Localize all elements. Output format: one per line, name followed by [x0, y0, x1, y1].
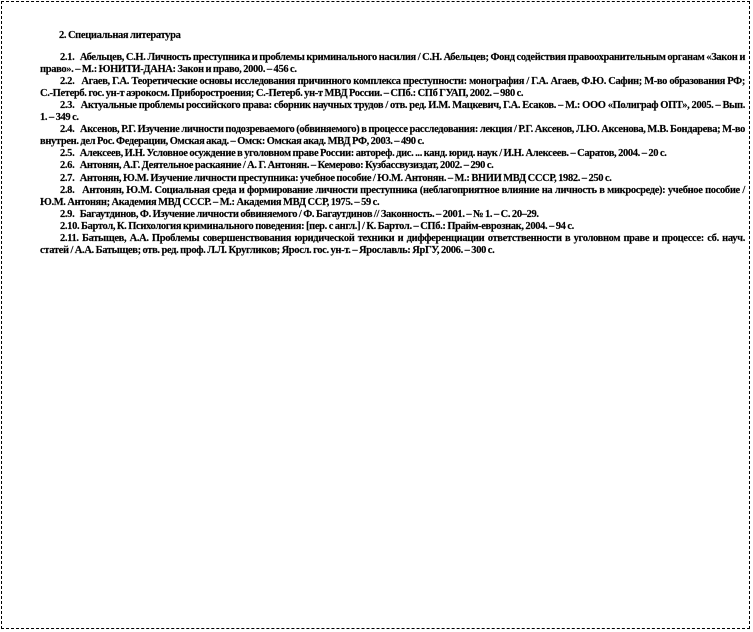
reference-text: Бартол, К. Психология криминального поведения: [пер. с англ.] / К. Бартол. – СПб.: Прайм-еврознак, 2004. – 94 с. [81, 220, 574, 232]
reference-item [40, 221, 745, 233]
reference-number: 2.2. [60, 75, 75, 87]
reference-text: Абельцев, С.Н. Личность преступника и проблемы криминального насилия / С.Н. Абельцев; Фонд содействия правоохранительным органам «Закон и право». – М.: ЮНИТИ-ДАНА: Закон и право, 2000. – 456 с. [40, 51, 746, 75]
reference-item [40, 185, 745, 209]
reference-text: Аксенов, Р.Г. Изучение личности подозреваемого (обвиняемого) в процессе расследования: лекция / Р.Г. Аксенов, Л.Ю. Аксенова, М.В. Бондарева; М-во внутрен. дел Рос. Федерации, Омская акад. – Омск: Омская акад. МВД РФ, 2003. – 490 с. [40, 124, 745, 148]
reference-text: Агаев, Г.А. Теоретические основы исследования причинного комплекса преступности: монография / Г.А. Агаев, Ф.Ю. Сафин; М-во образования РФ; С.-Петерб. гос. ун-т аэрокосм. Приборостроения; С.-Петерб. ун-т МВД России. – СПб.: СПб ГУАП, 2002. – 980 с. [40, 75, 745, 99]
reference-number: 2.8. [60, 184, 75, 196]
reference-text: Антонян, Ю.М. Социальная среда и формирование личности преступника (неблагоприятное влияние на личность в микросреде): учебное пособие / Ю.М. Антонян; Академия МВД СССР. – М.: Академия МВД ССР, 1975. – 59 с. [40, 184, 745, 208]
reference-text: Актуальные проблемы российского права: сборник научных трудов / отв. ред. И.М. Мацкевич, Г.А. Есаков. – М.: ООО «Полиграф ОПТ», 2005. – Вып. 1. – 349 с. [40, 99, 745, 124]
reference-item [40, 52, 745, 76]
reference-item [40, 209, 745, 221]
reference-item [40, 100, 745, 124]
reference-item [40, 233, 745, 257]
reference-number: 2.1. [60, 51, 75, 63]
reference-item [40, 160, 745, 172]
reference-text: Антонян, Ю.М. Изучение личности преступника: учебное пособие / Ю.М. Антонян. – М.: ВНИИ МВД СССР, 1982. – 250 с. [79, 172, 612, 184]
reference-item [40, 173, 745, 185]
reference-text: Багаутдинов, Ф. Изучение личности обвиняемого / Ф. Багаутдинов // Законность. – 2001. – № 1. – С. 20–29. [79, 208, 539, 220]
reference-number: 2.7. [60, 172, 75, 184]
reference-number: 2.4. [60, 124, 75, 136]
reference-number: 2.11. [60, 233, 79, 244]
reference-number: 2.6. [60, 160, 75, 172]
reference-text: Батыщев, А.А. Проблемы совершенствования юридической техники и дифференциации ответственности в уголовном праве и процессе: сб. науч. статей / А.А. Батыщев; отв. ред. проф. Л.Л. Кругликов; Яросл. гос. ун-т. – Ярославль: ЯрГУ, 2006. – 300 с. [40, 233, 745, 257]
reference-item [40, 124, 745, 148]
reference-item [40, 148, 745, 160]
reference-text: Алексеев, И.Н. Условное осуждение в уголовном праве России: автореф. дис. ... канд. юрид. наук / И.Н. Алексеев. – Саратов, 2004. – 20 с. [79, 148, 667, 160]
reference-number: 2.9. [60, 208, 75, 220]
reference-number: 2.10. [60, 220, 80, 232]
reference-number: 2.3. [60, 99, 75, 111]
reference-item [40, 76, 745, 100]
reference-text: Антонян, А.Г. Деятельное раскаяние / А. Г. Антонян. – Кемерово: Кузбассвузиздат, 2002. – 290 с. [79, 160, 494, 172]
reference-number: 2.5. [60, 148, 75, 160]
section-heading: 2. Специальная литература [59, 30, 181, 41]
document-body [40, 30, 745, 257]
